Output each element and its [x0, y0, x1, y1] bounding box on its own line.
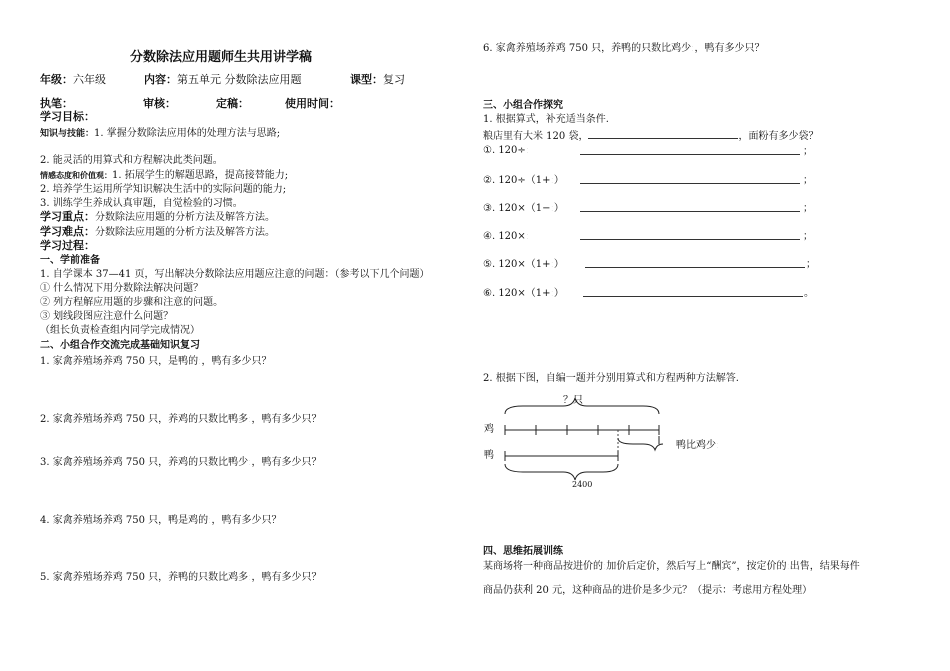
answer-line-4[interactable]: [580, 239, 800, 240]
content-row: [144, 74, 302, 86]
semicolon: ；: [803, 175, 813, 186]
section4-heading: 四、思维拓展训练: [483, 546, 563, 557]
diagram-chicken-label: 鸡: [484, 424, 494, 435]
difference-brace: [618, 438, 663, 450]
type-label: 课型：: [350, 73, 383, 86]
section1-note: （组长负责检查组内同学完成情况）: [40, 325, 200, 336]
problem-6: 6. 家禽养殖场养鸡 750 只，养鸭的只数比鸡少 · · ，鸭有多少只？: [483, 43, 765, 54]
expr-6: ⑥. 120×（1+ · · ）: [483, 288, 564, 299]
key-point: [40, 211, 275, 224]
problem-5: 5. 家禽养殖场养鸡 750 只，养鸭的只数比鸡多 · · ，鸭有多少只？: [40, 572, 322, 583]
knowledge-text: 1. 掌握分数除法应用体的处理方法与思路;: [94, 128, 281, 139]
final-label: 定稿：: [216, 97, 249, 110]
condition-blank[interactable]: [588, 129, 738, 139]
segment-diagram-svg: [483, 392, 703, 492]
section3-item2: 2. 根据下图，自编一题并分别用算式和方程两种方法解答.: [483, 373, 739, 384]
expr-3: ③. 120×（1− · · ）: [483, 203, 564, 214]
problem-4: 4. 家禽养殖场养鸡 750 只，鸭是鸡的 · · ，鸭有多少只？: [40, 515, 282, 526]
difficulty: [40, 226, 275, 239]
section4-line1: 某商场将一种商品按进价的 · · 加价后定价，然后写上“酬宾”，按定价的 · · 出售，结果每件: [483, 561, 860, 572]
answer-line-6[interactable]: [583, 296, 803, 297]
section1-q3: ③ 划线段图应注意什么问题？: [40, 311, 174, 322]
diagram-top-label: ？只: [563, 395, 583, 406]
section2-heading: 二、小组合作交流完成基础知识复习: [40, 340, 200, 351]
section1-q1: ① 什么情况下用分数除法解决问题？: [40, 283, 204, 294]
grade-label: 年级：: [40, 73, 73, 86]
fraction-blank: · ·: [199, 356, 201, 366]
knowledge-2: 2. 能灵活的用算式和方程解决此类问题。: [40, 155, 223, 166]
semicolon: ；: [803, 203, 813, 214]
attitude-2: 2. 培养学生运用所学知识解决生活中的实际问题的能力;: [40, 184, 287, 195]
fraction-blank: · ·: [692, 43, 694, 53]
problem-3: 3. 家禽养殖场养鸡 750 只，养鸡的只数比鸭少 · · ，鸭有多少只？: [40, 457, 322, 468]
review-label: 审核：: [143, 97, 176, 110]
expr-5: ⑤. 120×（1+ · · ）: [483, 259, 564, 270]
diagram-duck-label: 鸭: [484, 450, 494, 461]
semicolon: ；: [803, 146, 813, 157]
problem-1: 1. 家禽养殖场养鸡 750 只，是鸭的 · · ，鸭有多少只？: [40, 356, 272, 367]
semicolon: ；: [803, 231, 813, 242]
expr-2: ②. 120÷（1+ · · ）: [483, 175, 564, 186]
attitude-label: 情感态度和价值观：: [40, 171, 112, 180]
use-time-label: 使用时间：: [285, 97, 340, 110]
diagram-bottom-value: 2400: [572, 480, 593, 489]
semicolon: ；: [806, 259, 816, 270]
content-label: 内容：: [144, 73, 177, 86]
fraction-blank: · ·: [209, 515, 211, 525]
diagram-side-note: 鸭比鸡少 · ·: [676, 440, 719, 451]
attitude-1: [40, 170, 288, 182]
segment-diagram: [483, 392, 703, 492]
difficulty-text: 分数除法应用题的分析方法及解答方法。: [95, 227, 275, 238]
answer-line-1[interactable]: [580, 154, 800, 155]
grade-value: 六年级: [73, 73, 106, 86]
fraction-blank: · ·: [249, 457, 251, 467]
answer-line-3[interactable]: [580, 211, 800, 212]
section3-heading: 三、小组合作探究: [483, 100, 563, 111]
type-row: [350, 74, 405, 86]
type-value: 复习: [383, 73, 405, 86]
key-point-label: 学习重点：: [40, 210, 95, 223]
page-title: 分数除法应用题师生共用讲学稿: [130, 50, 313, 65]
knowledge-label: 知识与技能：: [40, 129, 95, 139]
section1-item1: 1. 自学课本 37—41 页，写出解决分数除法应用题应注意的问题：（参考以下几个问题）: [40, 269, 430, 280]
attitude-3: 3. 训练学生养成认真审题，自觉检验的习惯。: [40, 198, 243, 209]
section1-heading: 一、学前准备: [40, 255, 100, 266]
key-point-text: 分数除法应用题的分析方法及解答方法。: [95, 212, 275, 223]
answer-line-5[interactable]: [585, 267, 805, 268]
attitude-text: 1. 拓展学生的解题思路，提高接替能力;: [112, 170, 289, 181]
expr-1: ①. 120÷ · ·: [483, 145, 529, 156]
knowledge-1: [40, 128, 280, 140]
fraction-blank: · ·: [249, 414, 251, 424]
section4-line2: 商品仍获利 20 元，这种商品的进价是多少元？（提示：考虑用方程处理）: [483, 585, 813, 596]
header-row: [40, 74, 106, 86]
answer-line-2[interactable]: [580, 183, 800, 184]
goals-heading: 学习目标：: [40, 110, 95, 123]
section3-stem: 粮店里有大米 120 袋， ，面粉有多少袋？: [483, 131, 819, 142]
process-heading: 学习过程：: [40, 239, 95, 252]
difficulty-label: 学习难点：: [40, 225, 95, 238]
period: 。: [804, 288, 814, 299]
section1-q2: ② 列方程解应用题的步骤和注意的问题。: [40, 297, 224, 308]
bottom-brace: [505, 464, 618, 480]
content-value: 第五单元 分数除法应用题: [177, 73, 302, 86]
fraction-blank: · ·: [249, 572, 251, 582]
expr-4: ④. 120× · ·: [483, 231, 529, 242]
problem-2: 2. 家禽养殖场养鸡 750 只，养鸡的只数比鸭多 · · ，鸭有多少只？: [40, 414, 322, 425]
section3-intro: 1. 根据算式，补充适当条件.: [483, 114, 609, 125]
author-label: 执笔：: [40, 97, 73, 110]
